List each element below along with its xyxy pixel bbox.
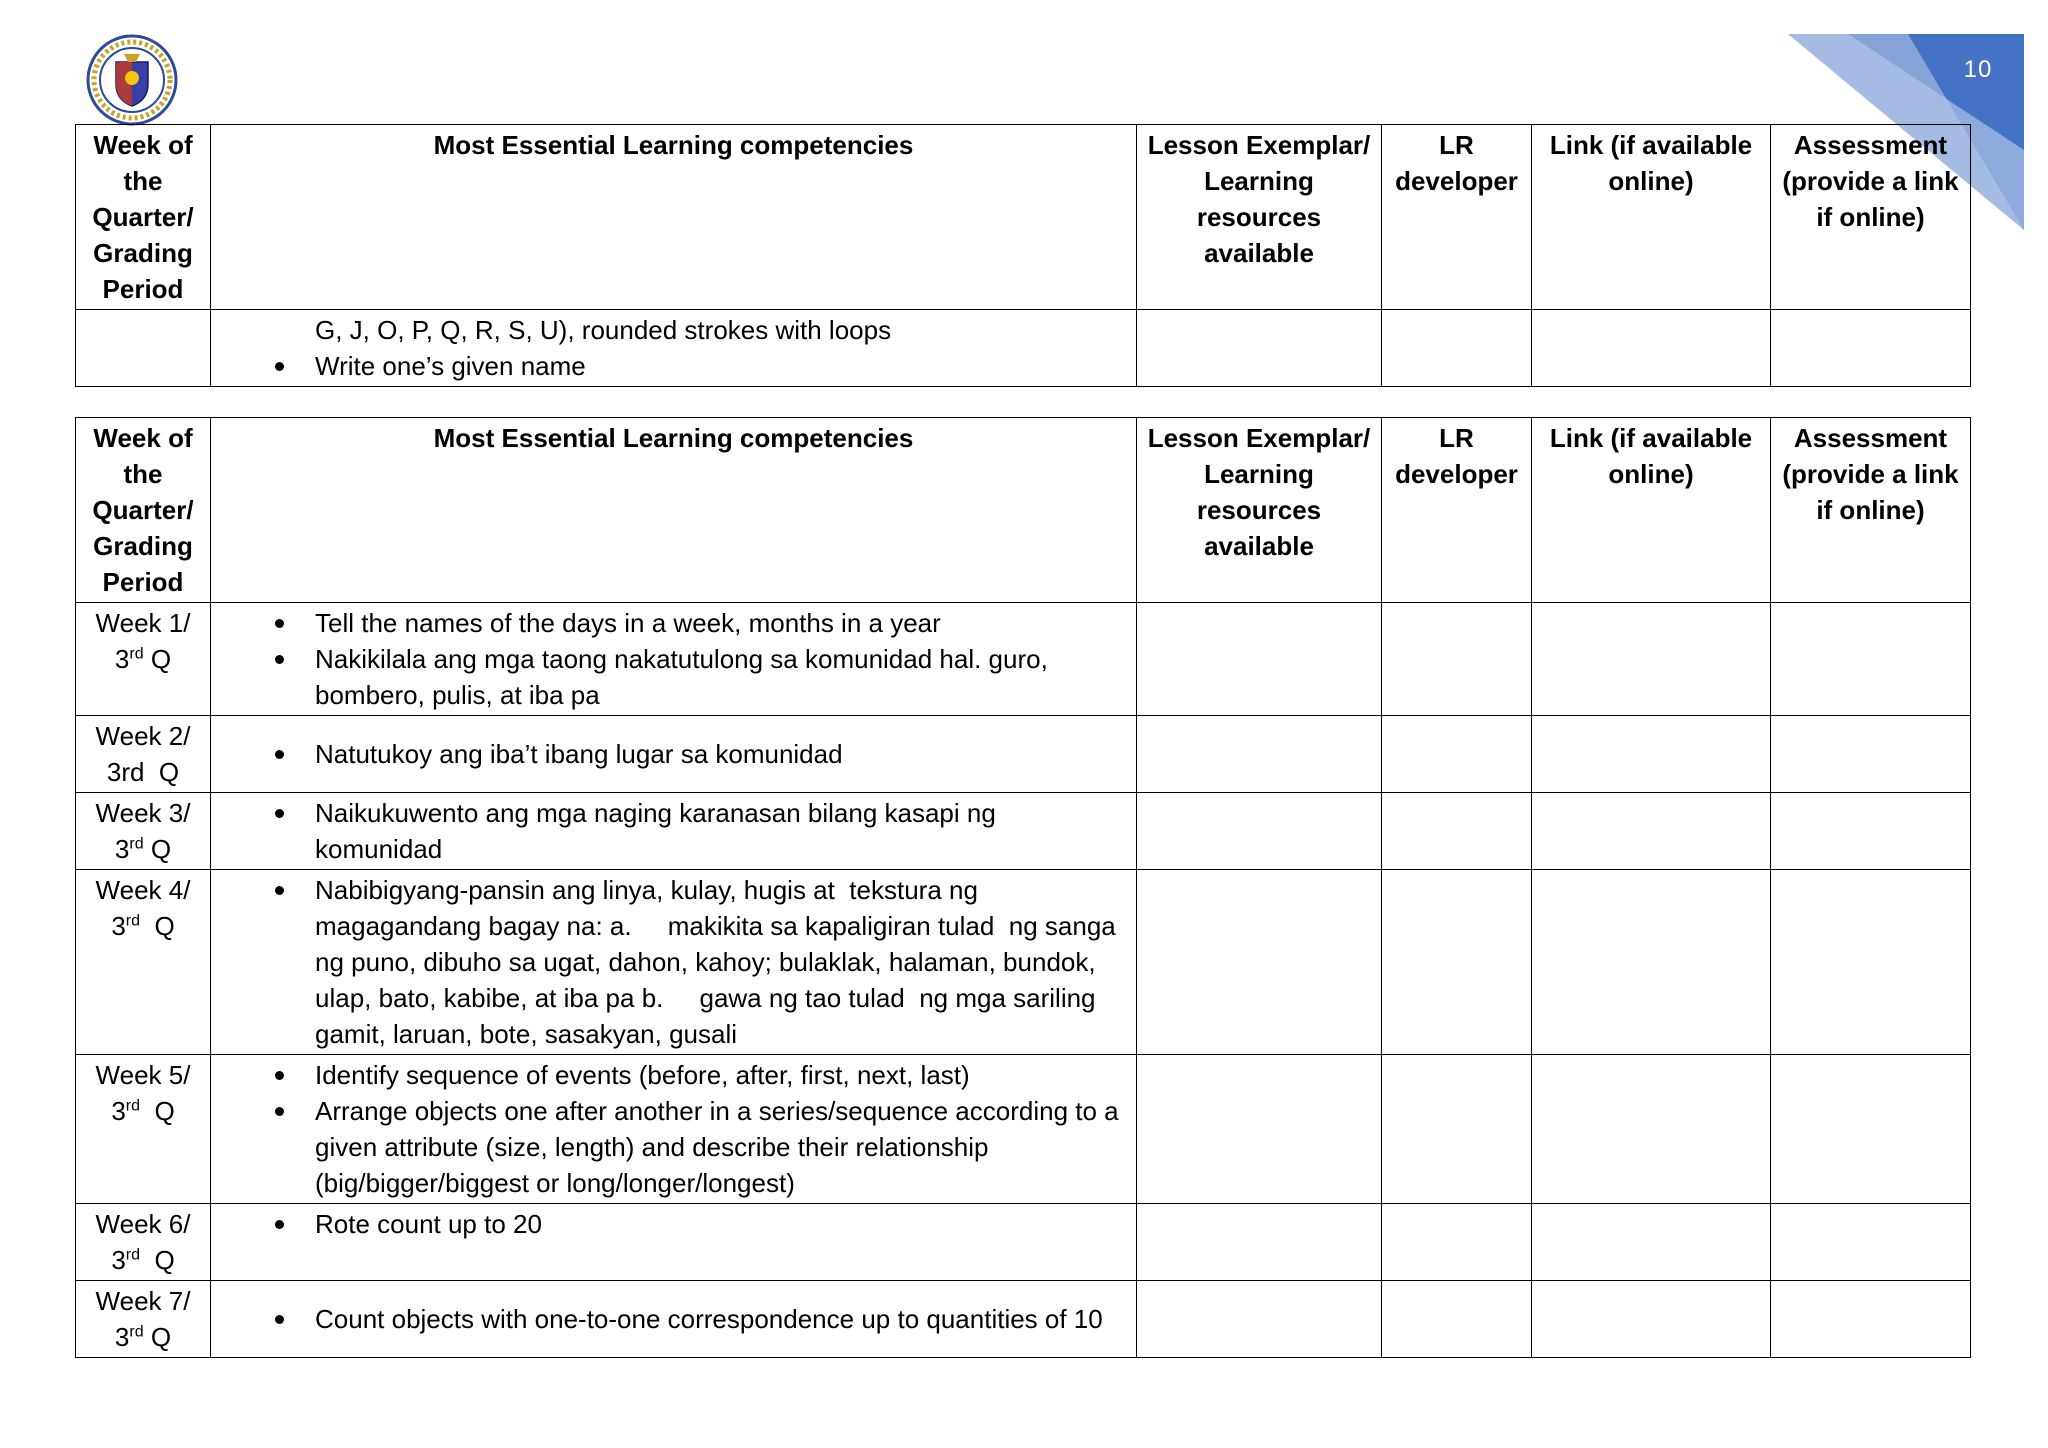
competency-item: Nabibigyang-pansin ang linya, kulay, hugis at tekstura ng magagandang bagay na: a. makikita sa kapaligiran tulad ng sanga ng puno, dibuho sa ugat, dahon, kahoy; bulaklak, halaman, bundok, ulap, bato, kabibe, at iba pa b. gawa ng tao tulad ng mga sariling gamit, laruan, bote, sasakyan, gusali xyxy=(315,872,1130,1052)
week-label: Week 4/ xyxy=(95,875,191,905)
header-lr-developer: LR developer xyxy=(1382,418,1532,603)
quarter-ordinal: rd xyxy=(125,912,141,930)
header-link: Link (if available online) xyxy=(1532,418,1771,603)
quarter-number: 3 xyxy=(114,1322,130,1352)
week-cell xyxy=(76,870,211,1055)
competency-item: Rote count up to 20 xyxy=(315,1206,1130,1242)
competency-cell xyxy=(211,1055,1137,1204)
empty-cell xyxy=(1532,793,1771,870)
header-link: Link (if available online) xyxy=(1532,125,1771,310)
week-label: Week 2/ xyxy=(95,721,191,751)
melc-table-third-quarter xyxy=(75,417,1971,1358)
competency-cell xyxy=(211,870,1137,1055)
empty-cell xyxy=(1382,1281,1532,1358)
table-row xyxy=(76,793,1971,870)
empty-cell xyxy=(1532,1055,1771,1204)
competency-cell xyxy=(211,793,1137,870)
header-lesson-exemplar: Lesson Exemplar/ Learning resources available xyxy=(1137,125,1382,310)
empty-cell xyxy=(1137,1055,1382,1204)
week-cell xyxy=(76,1281,211,1358)
empty-cell xyxy=(1532,870,1771,1055)
quarter-suffix: Q xyxy=(143,1322,172,1352)
table-row xyxy=(76,1204,1971,1281)
competency-cell xyxy=(211,1281,1137,1358)
competency-item: Identify sequence of events (before, after, first, next, last) xyxy=(315,1057,1130,1093)
quarter-ordinal: rd xyxy=(129,1323,144,1341)
header-assessment: Assessment (provide a link if online) xyxy=(1771,418,1971,603)
week-cell xyxy=(76,716,211,793)
melc-table-continued xyxy=(75,124,1971,387)
header-lr-developer: LR developer xyxy=(1382,125,1532,310)
quarter-number: 3 xyxy=(114,644,130,674)
quarter-suffix: Q xyxy=(143,834,172,864)
quarter-suffix: Q xyxy=(140,911,175,941)
competency-item: Tell the names of the days in a week, months in a year xyxy=(315,605,1130,641)
week-cell xyxy=(76,1204,211,1281)
week-label: Week 6/ xyxy=(95,1209,191,1239)
week-cell xyxy=(76,793,211,870)
empty-cell xyxy=(1771,870,1971,1055)
empty-cell xyxy=(1771,716,1971,793)
quarter-suffix: Q xyxy=(140,1096,175,1126)
quarter-number: 3 xyxy=(111,911,126,941)
competency-item: Count objects with one-to-one correspondence up to quantities of 10 xyxy=(315,1301,1130,1337)
competency-item: Write one’s given name xyxy=(315,348,1130,384)
empty-cell xyxy=(1137,793,1382,870)
quarter-number: 3 xyxy=(114,834,130,864)
table-row xyxy=(76,716,1971,793)
empty-cell xyxy=(1137,1281,1382,1358)
empty-cell xyxy=(1137,603,1382,716)
quarter-text: 3rd Q xyxy=(106,757,180,787)
table-header-row xyxy=(76,125,1971,310)
competency-cell xyxy=(211,603,1137,716)
empty-cell xyxy=(1382,310,1532,387)
empty-cell xyxy=(1532,1281,1771,1358)
empty-cell xyxy=(1382,1204,1532,1281)
competency-cell xyxy=(211,1204,1137,1281)
quarter-ordinal: rd xyxy=(125,1246,141,1264)
empty-cell xyxy=(1382,603,1532,716)
empty-cell xyxy=(1771,603,1971,716)
quarter-suffix: Q xyxy=(140,1245,175,1275)
table-row xyxy=(76,1281,1971,1358)
empty-cell xyxy=(1382,1055,1532,1204)
header-week: Week of the Quarter/ Grading Period xyxy=(76,418,211,603)
empty-cell xyxy=(1137,1204,1382,1281)
week-label: Week 5/ xyxy=(95,1060,191,1090)
empty-cell xyxy=(1771,310,1971,387)
empty-cell xyxy=(1382,716,1532,793)
week-cell xyxy=(76,310,211,387)
table-header-row xyxy=(76,418,1971,603)
deped-seal-logo xyxy=(86,34,178,126)
empty-cell xyxy=(1771,1055,1971,1204)
competency-item: Natutukoy ang iba’t ibang lugar sa komunidad xyxy=(315,736,1130,772)
table-row xyxy=(76,1055,1971,1204)
table-row xyxy=(76,310,1971,387)
header-melc: Most Essential Learning competencies xyxy=(211,418,1137,603)
competency-cell xyxy=(211,310,1137,387)
competency-item: Arrange objects one after another in a series/sequence according to a given attribute (size, length) and describe their relationship (big/bigger/biggest or long/longer/longest) xyxy=(315,1093,1130,1201)
header-week: Week of the Quarter/ Grading Period xyxy=(76,125,211,310)
quarter-ordinal: rd xyxy=(129,835,144,853)
empty-cell xyxy=(1771,1281,1971,1358)
header-assessment: Assessment (provide a link if online) xyxy=(1771,125,1971,310)
week-label: Week 1/ xyxy=(95,608,191,638)
header-melc: Most Essential Learning competencies xyxy=(211,125,1137,310)
quarter-ordinal: rd xyxy=(129,645,144,663)
empty-cell xyxy=(1532,716,1771,793)
week-cell xyxy=(76,603,211,716)
competency-cell xyxy=(211,716,1137,793)
empty-cell xyxy=(1771,1204,1971,1281)
empty-cell xyxy=(1382,793,1532,870)
quarter-number: 3 xyxy=(111,1096,126,1126)
table-row xyxy=(76,870,1971,1055)
empty-cell xyxy=(1532,310,1771,387)
empty-cell xyxy=(1382,870,1532,1055)
competency-item: Nakikilala ang mga taong nakatutulong sa komunidad hal. guro, bombero, pulis, at iba pa xyxy=(315,641,1130,713)
week-label: Week 7/ xyxy=(95,1286,191,1316)
quarter-suffix: Q xyxy=(143,644,172,674)
page-number: 10 xyxy=(1963,56,1993,83)
empty-cell xyxy=(1137,870,1382,1055)
empty-cell xyxy=(1137,310,1382,387)
table-row xyxy=(76,603,1971,716)
continuation-text: G, J, O, P, Q, R, S, U), rounded strokes with loops xyxy=(315,315,892,345)
competency-item: Naikukuwento ang mga naging karanasan bilang kasapi ng komunidad xyxy=(315,795,1130,867)
week-cell xyxy=(76,1055,211,1204)
empty-cell xyxy=(1532,1204,1771,1281)
empty-cell xyxy=(1771,793,1971,870)
header-lesson-exemplar: Lesson Exemplar/ Learning resources available xyxy=(1137,418,1382,603)
week-label: Week 3/ xyxy=(95,798,191,828)
empty-cell xyxy=(1137,716,1382,793)
quarter-number: 3 xyxy=(111,1245,126,1275)
quarter-ordinal: rd xyxy=(125,1097,141,1115)
empty-cell xyxy=(1532,603,1771,716)
